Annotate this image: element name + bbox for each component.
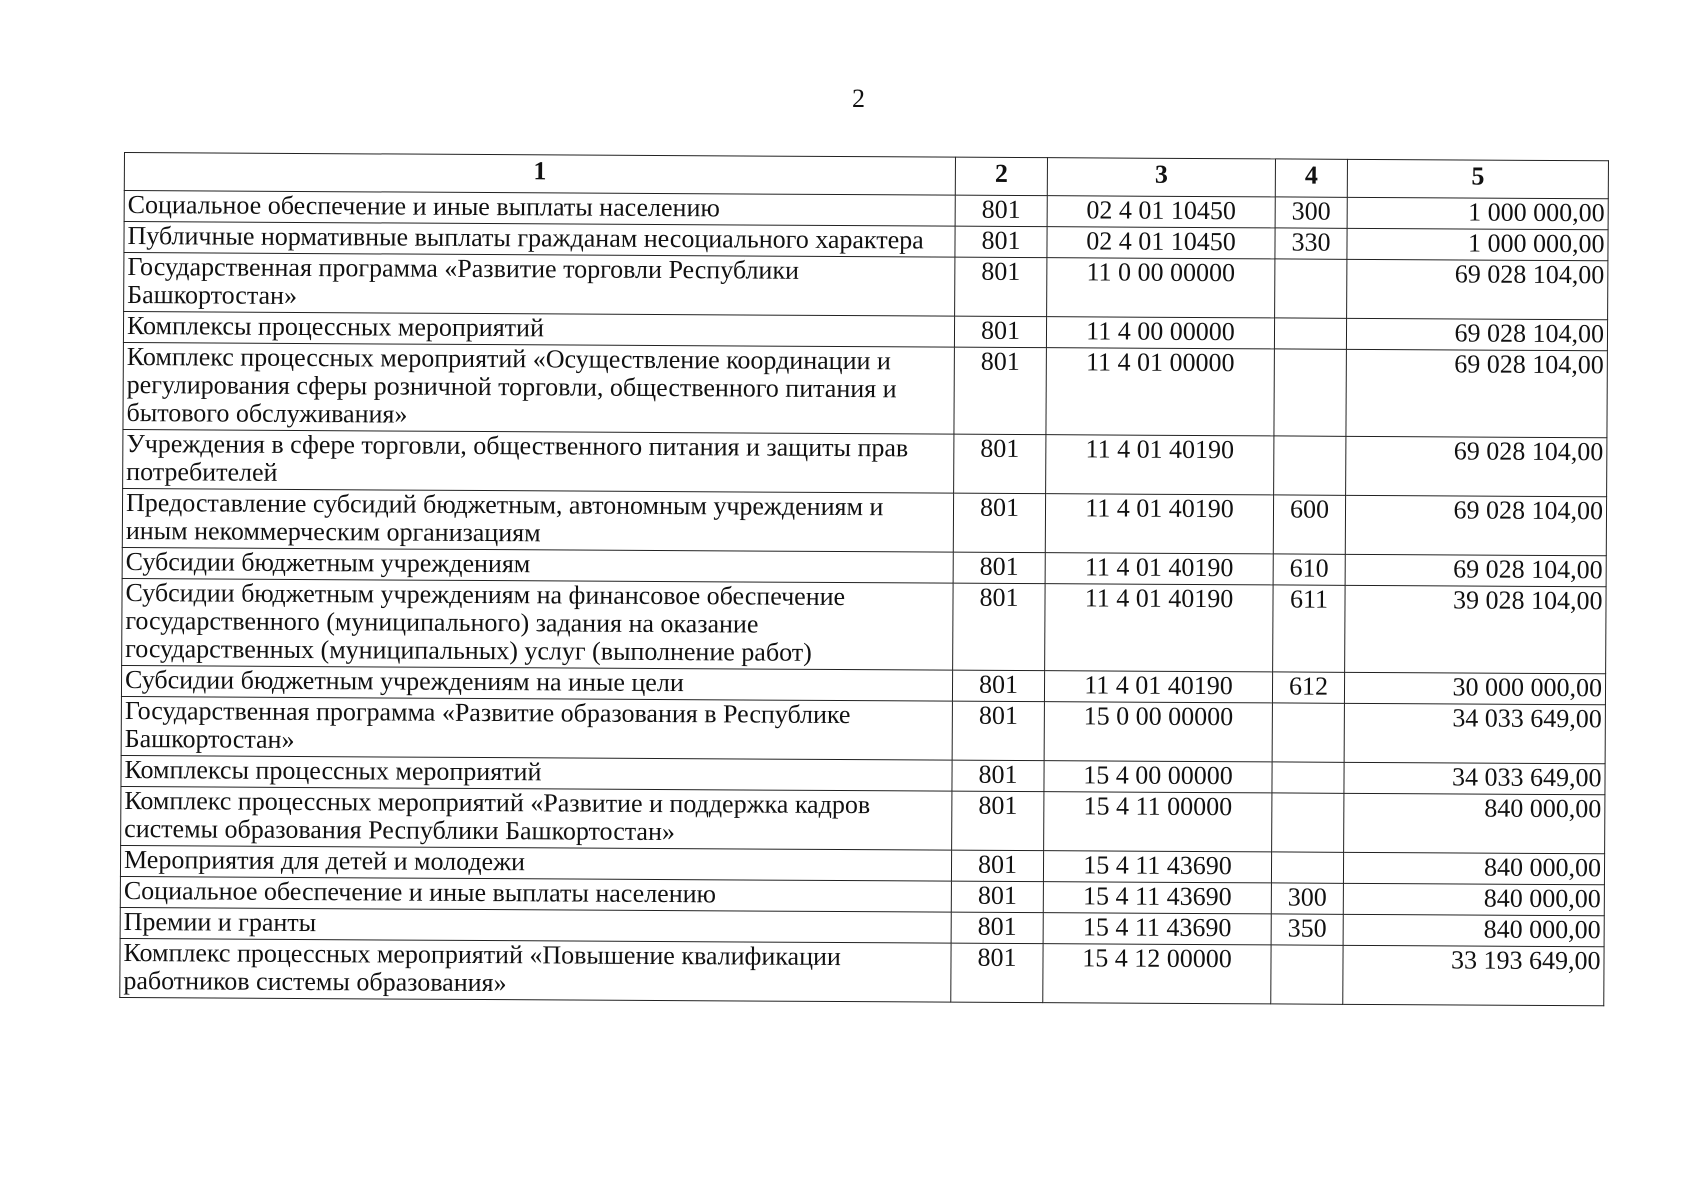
amount-cell: 69 028 104,00: [1346, 349, 1607, 437]
target-code-cell: 11 4 01 40190: [1046, 435, 1274, 495]
ministry-code-cell: 801: [951, 912, 1043, 944]
row-name-cell: Мероприятия для детей и молодежи: [120, 845, 951, 881]
ministry-code-cell: 801: [951, 881, 1043, 913]
target-code-cell: 15 4 11 43690: [1043, 913, 1271, 945]
ministry-code-cell: 801: [954, 434, 1046, 494]
amount-cell: 39 028 104,00: [1345, 585, 1606, 673]
ministry-code-cell: 801: [955, 226, 1047, 258]
table-row: [122, 578, 1606, 673]
row-name-cell: Комплексы процессных мероприятий: [121, 755, 952, 791]
ministry-code-cell: 801: [953, 583, 1045, 671]
ministry-code-cell: 801: [955, 257, 1047, 317]
ministry-code-cell: 801: [951, 850, 1043, 882]
column-header: 1: [124, 153, 955, 196]
row-name-cell: Комплексы процессных мероприятий: [123, 312, 954, 348]
column-header: 5: [1347, 159, 1608, 198]
expense-type-cell: 600: [1273, 495, 1345, 554]
row-name-cell: Социальное обеспечение и иные выплаты населению: [124, 191, 955, 227]
amount-cell: 840 000,00: [1343, 852, 1604, 884]
row-name-cell: Предоставление субсидий бюджетным, автономным учреждениям и иным некоммерческим организациям: [122, 488, 953, 552]
page-number: 2: [852, 84, 865, 113]
row-name-cell: Комплекс процессных мероприятий «Осуществление координации и регулирования сферы розничной торговли, общественного питания и бытового обслуживания»: [123, 342, 954, 434]
expense-type-cell: 330: [1275, 228, 1347, 259]
amount-cell: 30 000 000,00: [1344, 672, 1605, 704]
ministry-code-cell: 801: [954, 316, 1046, 348]
budget-table-container: [119, 152, 1608, 1006]
target-code-cell: 15 4 00 00000: [1044, 761, 1272, 793]
amount-cell: 840 000,00: [1344, 793, 1605, 853]
row-name-cell: Государственная программа «Развитие образования в Республике Башкортостан»: [121, 696, 952, 760]
row-name-cell: Государственная программа «Развитие торговли Республики Башкортостан»: [124, 253, 955, 317]
ministry-code-cell: 801: [951, 943, 1043, 1003]
amount-cell: 1 000 000,00: [1347, 197, 1608, 229]
expense-type-cell: [1274, 318, 1346, 349]
row-name-cell: Социальное обеспечение и иные выплаты населению: [120, 876, 951, 912]
ministry-code-cell: 801: [955, 195, 1047, 227]
ministry-code-cell: 801: [952, 670, 1044, 702]
expense-type-cell: 300: [1275, 197, 1347, 228]
amount-cell: 1 000 000,00: [1347, 228, 1608, 260]
row-name-cell: Субсидии бюджетным учреждениям на иные цели: [121, 665, 952, 701]
target-code-cell: 02 4 01 10450: [1047, 227, 1275, 259]
expense-type-cell: [1272, 762, 1344, 793]
expense-type-cell: 610: [1273, 554, 1345, 585]
column-header: 3: [1047, 158, 1275, 197]
target-code-cell: 02 4 01 10450: [1047, 196, 1275, 228]
target-code-cell: 11 4 01 00000: [1046, 348, 1274, 436]
ministry-code-cell: 801: [953, 552, 1045, 584]
row-name-cell: Премии и гранты: [120, 907, 951, 943]
column-header: 4: [1275, 159, 1347, 197]
target-code-cell: 15 4 11 43690: [1043, 851, 1271, 883]
budget-table: [119, 152, 1609, 1006]
amount-cell: 840 000,00: [1343, 914, 1604, 946]
amount-cell: 69 028 104,00: [1345, 554, 1606, 586]
ministry-code-cell: 801: [952, 760, 1044, 792]
table-row: [123, 342, 1607, 437]
expense-type-cell: [1275, 259, 1347, 318]
target-code-cell: 15 4 12 00000: [1043, 944, 1271, 1004]
target-code-cell: 11 4 01 40190: [1045, 553, 1273, 585]
column-header: 2: [955, 157, 1047, 196]
expense-type-cell: [1274, 349, 1346, 436]
target-code-cell: 11 4 00 00000: [1046, 317, 1274, 349]
target-code-cell: 11 4 01 40190: [1045, 494, 1273, 554]
amount-cell: 69 028 104,00: [1347, 259, 1608, 319]
amount-cell: 34 033 649,00: [1344, 762, 1605, 794]
target-code-cell: 11 4 01 40190: [1044, 671, 1272, 703]
table-body: [120, 191, 1608, 1006]
amount-cell: 840 000,00: [1343, 883, 1604, 915]
expense-type-cell: [1272, 793, 1344, 852]
expense-type-cell: 611: [1273, 585, 1345, 672]
table-row: [123, 429, 1607, 496]
ministry-code-cell: 801: [952, 791, 1044, 851]
expense-type-cell: [1271, 945, 1343, 1004]
table-row: [124, 253, 1608, 320]
amount-cell: 69 028 104,00: [1346, 436, 1607, 496]
table-row: [120, 938, 1604, 1005]
table-row: [121, 786, 1605, 853]
expense-type-cell: 350: [1271, 914, 1343, 945]
target-code-cell: 11 4 01 40190: [1045, 584, 1273, 672]
ministry-code-cell: 801: [954, 347, 1046, 435]
amount-cell: 69 028 104,00: [1345, 495, 1606, 555]
row-name-cell: Субсидии бюджетным учреждениям: [122, 547, 953, 583]
row-name-cell: Комплекс процессных мероприятий «Развитие и поддержка кадров системы образования Республики Башкортостан»: [121, 786, 952, 850]
amount-cell: 34 033 649,00: [1344, 703, 1605, 763]
ministry-code-cell: 801: [953, 493, 1045, 553]
target-code-cell: 15 4 11 00000: [1044, 792, 1272, 852]
row-name-cell: Субсидии бюджетным учреждениям на финансовое обеспечение государственного (муниципального) задания на оказание государственных (муниципальных) услуг (выполнение работ): [122, 578, 953, 670]
target-code-cell: 15 0 00 00000: [1044, 702, 1272, 762]
table-row: [122, 488, 1606, 555]
expense-type-cell: [1274, 436, 1346, 495]
table-row: [121, 696, 1605, 763]
row-name-cell: Комплекс процессных мероприятий «Повышение квалификации работников системы образования»: [120, 938, 951, 1002]
target-code-cell: 11 0 00 00000: [1047, 258, 1275, 318]
expense-type-cell: [1272, 703, 1344, 762]
expense-type-cell: 612: [1272, 672, 1344, 703]
expense-type-cell: [1271, 852, 1343, 883]
amount-cell: 69 028 104,00: [1346, 318, 1607, 350]
target-code-cell: 15 4 11 43690: [1043, 882, 1271, 914]
row-name-cell: Учреждения в сфере торговли, общественного питания и защиты прав потребителей: [123, 429, 954, 493]
amount-cell: 33 193 649,00: [1343, 945, 1604, 1005]
row-name-cell: Публичные нормативные выплаты гражданам несоциального характера: [124, 222, 955, 258]
ministry-code-cell: 801: [952, 701, 1044, 761]
expense-type-cell: 300: [1271, 883, 1343, 914]
